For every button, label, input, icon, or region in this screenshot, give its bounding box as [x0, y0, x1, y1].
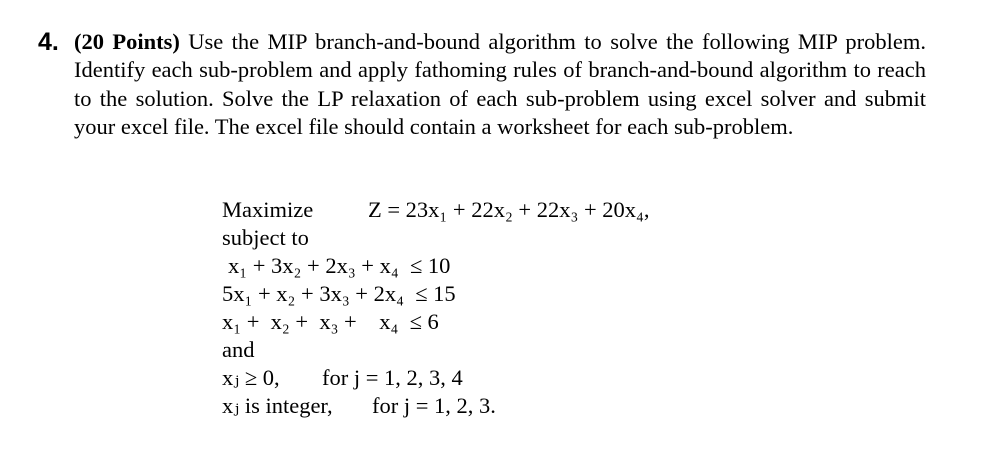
- question-instructions: Use the MIP branch-and-bound algorithm to solve the following MIP problem. Identify each sub-problem and apply fathoming rules of branch-and-bound algorithm to reach to the solution. Solve the LP relaxation of each sub-problem using excel solver and submit your excel file. The excel file should contain a worksheet for each sub-problem.: [74, 29, 927, 139]
- question-number: 4.: [38, 28, 59, 56]
- subject-to-label: subject to: [222, 225, 309, 250]
- question-points: (20 Points): [74, 29, 180, 54]
- constraint-row: [222, 280, 456, 308]
- constraint-2: 5x₁ + x₂ + 3x₃ + 2x₄ ≤ 15: [222, 281, 456, 306]
- objective-label: Maximize: [222, 197, 314, 222]
- objective-row: [222, 196, 650, 224]
- constraint-3: x₁ + x₂ + x₃ + x₄ ≤ 6: [222, 309, 439, 334]
- integrality-condition: for j = 1, 2, 3.: [372, 393, 496, 418]
- question-text: [74, 28, 926, 141]
- mip-model: [222, 196, 650, 420]
- and-row: [222, 336, 309, 364]
- constraint-row: [222, 252, 451, 280]
- integrality-expression: xⱼ is integer,: [222, 393, 333, 418]
- subject-to-row: [222, 224, 309, 252]
- constraint-row: [222, 308, 439, 336]
- constraint-1: x₁ + 3x₂ + 2x₃ + x₄ ≤ 10: [228, 253, 451, 278]
- and-label: and: [222, 337, 255, 362]
- objective-function: Z = 23x₁ + 22x₂ + 22x₃ + 20x₄,: [368, 197, 650, 222]
- integrality-row: [222, 392, 496, 420]
- nonnegativity-row: [222, 364, 463, 392]
- nonnegativity-expression: xⱼ ≥ 0,: [222, 365, 280, 390]
- nonnegativity-condition: for j = 1, 2, 3, 4: [322, 365, 463, 390]
